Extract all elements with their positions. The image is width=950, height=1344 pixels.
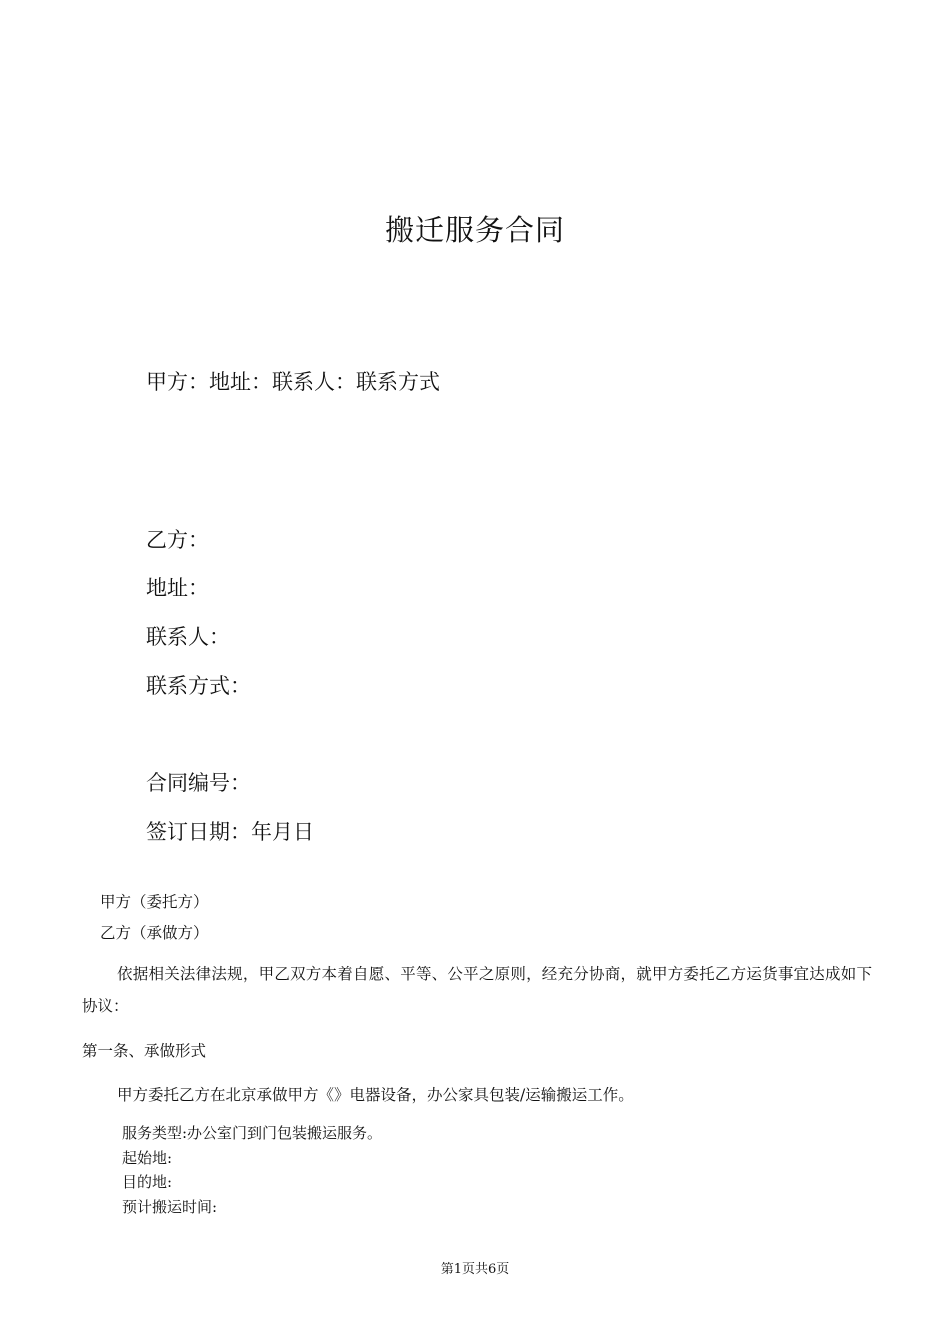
contract-number-label: 合同编号： bbox=[146, 771, 251, 795]
party-b-role: 乙方（承做方） bbox=[100, 924, 209, 942]
intro-paragraph: 依据相关法律法规，甲乙双方本着自愿、平等、公平之原则，经充分协商，就甲方委托乙方运货事宜达成如下协议： bbox=[82, 965, 872, 1015]
service-type-line: 服务类型:办公室门到门包装搬运服务。 bbox=[122, 1124, 383, 1142]
article-1-title: 第一条、承做形式 bbox=[82, 1042, 207, 1060]
destination-label: 目的地: bbox=[122, 1173, 173, 1191]
sign-date-label: 签订日期：年月日 bbox=[146, 820, 314, 844]
page-footer: 第1页共6页 bbox=[440, 1262, 510, 1277]
party-b-name-label: 乙方： bbox=[146, 528, 209, 552]
article-1-text: 甲方委托乙方在北京承做甲方《》电器设备，办公家具包装/运输搬运工作。 bbox=[117, 1086, 634, 1104]
party-b-address-label: 地址： bbox=[146, 576, 209, 600]
document-title: 搬迁服务合同 bbox=[384, 213, 565, 247]
party-a-role: 甲方（委托方） bbox=[100, 893, 209, 911]
planned-time-label: 预计搬运时间: bbox=[122, 1198, 218, 1216]
party-a-line: 甲方：地址：联系人：联系方式 bbox=[146, 370, 440, 394]
party-b-contact-label: 联系人： bbox=[146, 625, 230, 649]
origin-label: 起始地: bbox=[122, 1149, 173, 1167]
party-b-phone-label: 联系方式： bbox=[146, 674, 251, 698]
